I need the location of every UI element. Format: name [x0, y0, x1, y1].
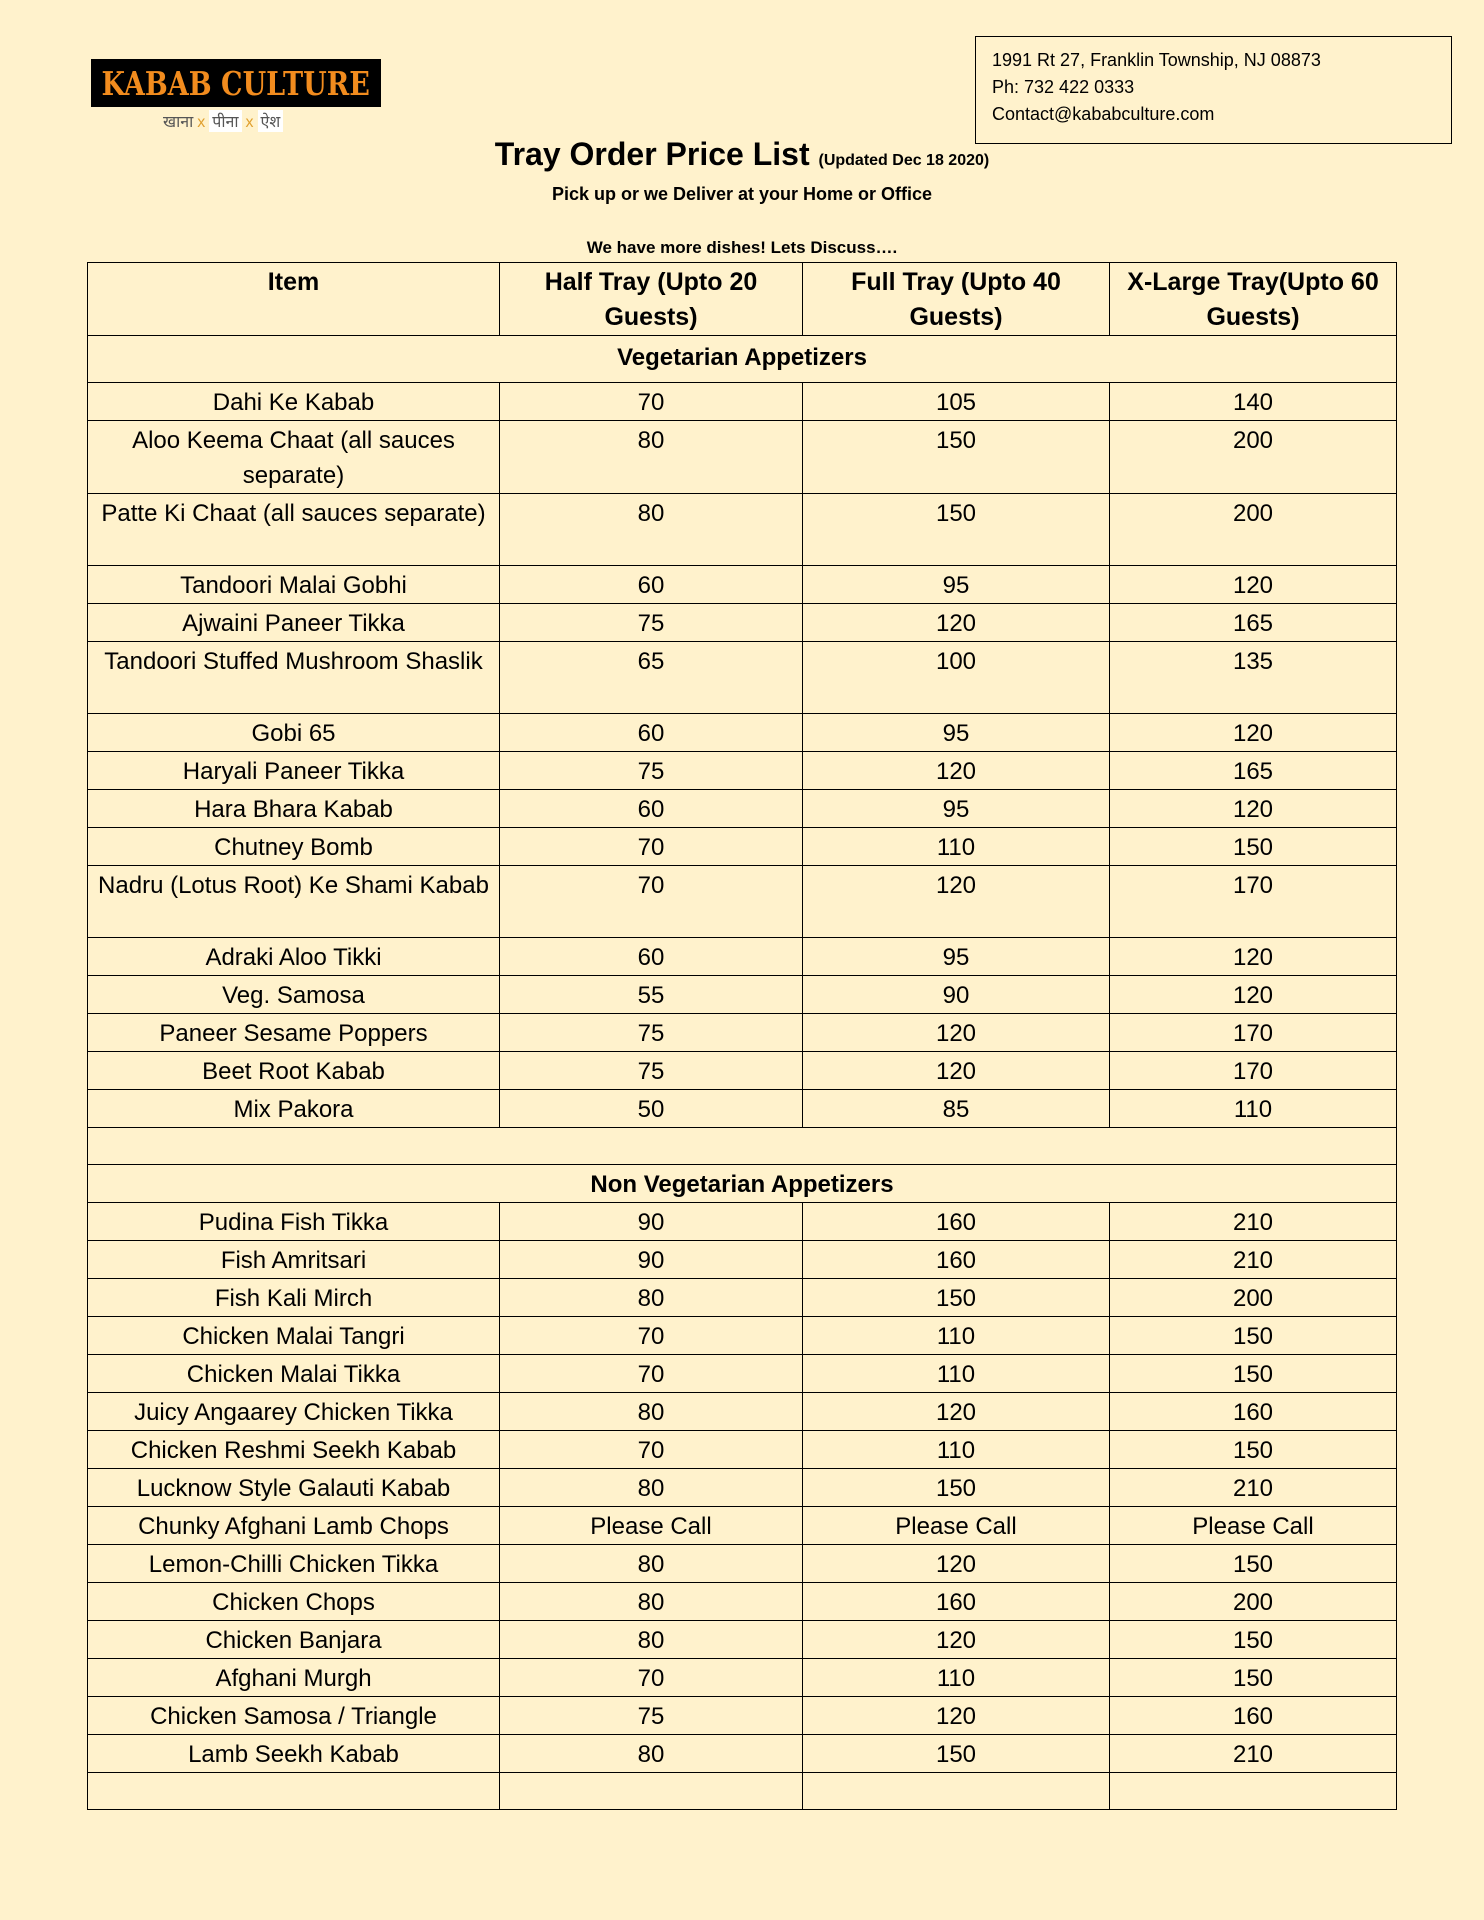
- cell-full: 110: [803, 1431, 1110, 1469]
- cell-full: 120: [803, 1014, 1110, 1052]
- table-row: [88, 976, 1397, 1014]
- cell-item: Hara Bhara Kabab: [88, 790, 500, 828]
- cell-half: 55: [500, 976, 803, 1014]
- cell-half: 70: [500, 1659, 803, 1697]
- table-row: [88, 752, 1397, 790]
- table-row: [88, 1052, 1397, 1090]
- cell-item: Lucknow Style Galauti Kabab: [88, 1469, 500, 1507]
- col-header-item: Item: [88, 263, 500, 336]
- tagline-sep: x: [197, 114, 206, 131]
- cell-item: Chicken Samosa / Triangle: [88, 1697, 500, 1735]
- cell-xl: 200: [1110, 1583, 1397, 1621]
- cell-half: 70: [500, 1355, 803, 1393]
- section-heading-nonveg: [88, 1165, 1397, 1203]
- cell-full: 95: [803, 714, 1110, 752]
- table-row: [88, 1507, 1397, 1545]
- discuss-note: We have more dishes! Lets Discuss….: [586, 238, 898, 257]
- table-row: [88, 1469, 1397, 1507]
- cell-item: Chunky Afghani Lamb Chops: [88, 1507, 500, 1545]
- tagline-word: खाना: [163, 114, 194, 131]
- cell-item: Pudina Fish Tikka: [88, 1203, 500, 1241]
- cell-item: Fish Kali Mirch: [88, 1279, 500, 1317]
- tagline-sep: x: [245, 114, 254, 131]
- cell-xl: 210: [1110, 1469, 1397, 1507]
- cell-xl: 120: [1110, 566, 1397, 604]
- cell-item: Gobi 65: [88, 714, 500, 752]
- cell-full: 160: [803, 1203, 1110, 1241]
- cell-item: Chicken Reshmi Seekh Kabab: [88, 1431, 500, 1469]
- cell-item: Chicken Malai Tikka: [88, 1355, 500, 1393]
- cell-item: Chicken Chops: [88, 1583, 500, 1621]
- cell-half: 80: [500, 1735, 803, 1773]
- table-row: [88, 383, 1397, 421]
- cell-xl: 200: [1110, 421, 1397, 494]
- cell-full: 150: [803, 1735, 1110, 1773]
- cell-half: 75: [500, 1052, 803, 1090]
- cell-item: Fish Amritsari: [88, 1241, 500, 1279]
- cell-half: 70: [500, 1431, 803, 1469]
- cell-xl: Please Call: [1110, 1507, 1397, 1545]
- table-row: [88, 1317, 1397, 1355]
- cell-item: Chicken Malai Tangri: [88, 1317, 500, 1355]
- cell-xl: 110: [1110, 1090, 1397, 1128]
- cell-item: Tandoori Malai Gobhi: [88, 566, 500, 604]
- empty-cell: [500, 1773, 803, 1810]
- empty-cell: [88, 1773, 500, 1810]
- table-row: [88, 790, 1397, 828]
- table-row: [88, 714, 1397, 752]
- table-row: [88, 1545, 1397, 1583]
- cell-half: 60: [500, 714, 803, 752]
- table-row: [88, 1621, 1397, 1659]
- cell-item: Ajwaini Paneer Tikka: [88, 604, 500, 642]
- blank-cell: [88, 1128, 1397, 1165]
- table-row: [88, 1355, 1397, 1393]
- cell-xl: 200: [1110, 1279, 1397, 1317]
- cell-half: 60: [500, 790, 803, 828]
- cell-half: 70: [500, 383, 803, 421]
- cell-xl: 150: [1110, 1431, 1397, 1469]
- cell-item: Paneer Sesame Poppers: [88, 1014, 500, 1052]
- cell-half: 70: [500, 866, 803, 938]
- cell-full: 120: [803, 1621, 1110, 1659]
- empty-cell: [803, 1773, 1110, 1810]
- cell-half: 75: [500, 1014, 803, 1052]
- cell-xl: 120: [1110, 714, 1397, 752]
- cell-xl: 160: [1110, 1697, 1397, 1735]
- cell-full: 150: [803, 421, 1110, 494]
- cell-xl: 170: [1110, 1052, 1397, 1090]
- cell-half: 80: [500, 494, 803, 566]
- table-row: [88, 421, 1397, 494]
- cell-xl: 150: [1110, 828, 1397, 866]
- contact-email: Contact@kababculture.com: [992, 104, 1215, 124]
- cell-full: 120: [803, 604, 1110, 642]
- cell-xl: 135: [1110, 642, 1397, 714]
- col-header-half: Half Tray (Upto 20 Guests): [500, 263, 803, 336]
- table-row: [88, 1241, 1397, 1279]
- cell-full: 120: [803, 1052, 1110, 1090]
- table-row: [88, 1393, 1397, 1431]
- blank-row: [88, 1128, 1397, 1165]
- cell-item: Beet Root Kabab: [88, 1052, 500, 1090]
- cell-xl: 165: [1110, 604, 1397, 642]
- cell-full: 120: [803, 752, 1110, 790]
- cell-item: Chicken Banjara: [88, 1621, 500, 1659]
- section-heading-veg: [88, 336, 1397, 383]
- contact-phone: Ph: 732 422 0333: [992, 77, 1135, 97]
- cell-item: Veg. Samosa: [88, 976, 500, 1014]
- table-row: [88, 642, 1397, 714]
- cell-full: 150: [803, 1469, 1110, 1507]
- table-row: [88, 828, 1397, 866]
- cell-item: Lamb Seekh Kabab: [88, 1735, 500, 1773]
- table-row: [88, 566, 1397, 604]
- cell-xl: 200: [1110, 494, 1397, 566]
- page-title: [0, 136, 1484, 173]
- logo-tagline: [163, 110, 283, 132]
- cell-xl: 210: [1110, 1203, 1397, 1241]
- cell-xl: 150: [1110, 1621, 1397, 1659]
- cell-item: Mix Pakora: [88, 1090, 500, 1128]
- cell-item: Haryali Paneer Tikka: [88, 752, 500, 790]
- cell-xl: 140: [1110, 383, 1397, 421]
- cell-xl: 150: [1110, 1355, 1397, 1393]
- empty-cell: [1110, 1773, 1397, 1810]
- cell-full: 110: [803, 828, 1110, 866]
- cell-full: 105: [803, 383, 1110, 421]
- cell-xl: 120: [1110, 938, 1397, 976]
- cell-xl: 150: [1110, 1545, 1397, 1583]
- cell-xl: 210: [1110, 1735, 1397, 1773]
- table-row: [88, 1431, 1397, 1469]
- cell-xl: 120: [1110, 976, 1397, 1014]
- cell-xl: 170: [1110, 866, 1397, 938]
- cell-half: 80: [500, 1621, 803, 1659]
- cell-item: Lemon-Chilli Chicken Tikka: [88, 1545, 500, 1583]
- tagline-word: ऐश: [258, 110, 284, 132]
- title-text: Tray Order Price List: [494, 136, 810, 172]
- cell-half: Please Call: [500, 1507, 803, 1545]
- table-row: [88, 1014, 1397, 1052]
- cell-full: 120: [803, 866, 1110, 938]
- cell-item: Chutney Bomb: [88, 828, 500, 866]
- col-header-xl: X-Large Tray(Upto 60 Guests): [1110, 263, 1397, 336]
- cell-half: 80: [500, 1469, 803, 1507]
- cell-full: 150: [803, 494, 1110, 566]
- cell-half: 70: [500, 1317, 803, 1355]
- cell-half: 60: [500, 938, 803, 976]
- table-row: [88, 866, 1397, 938]
- contact-box: [975, 36, 1452, 144]
- cell-full: 110: [803, 1317, 1110, 1355]
- contact-address: 1991 Rt 27, Franklin Township, NJ 08873: [992, 50, 1321, 70]
- cell-item: Patte Ki Chaat (all sauces separate): [88, 494, 500, 566]
- cell-half: 80: [500, 1393, 803, 1431]
- cell-half: 75: [500, 604, 803, 642]
- cell-half: 90: [500, 1241, 803, 1279]
- table-row: [88, 1659, 1397, 1697]
- cell-full: 95: [803, 938, 1110, 976]
- section-title: Non Vegetarian Appetizers: [88, 1165, 1397, 1203]
- cell-full: 95: [803, 566, 1110, 604]
- cell-item: Tandoori Stuffed Mushroom Shaslik: [88, 642, 500, 714]
- empty-row: [88, 1773, 1397, 1810]
- cell-item: Dahi Ke Kabab: [88, 383, 500, 421]
- cell-half: 65: [500, 642, 803, 714]
- cell-half: 80: [500, 421, 803, 494]
- cell-half: 50: [500, 1090, 803, 1128]
- page-subtitle: Pick up or we Deliver at your Home or Office: [551, 184, 933, 204]
- cell-item: Juicy Angaarey Chicken Tikka: [88, 1393, 500, 1431]
- cell-half: 75: [500, 752, 803, 790]
- cell-item: Aloo Keema Chaat (all sauces separate): [88, 421, 500, 494]
- cell-full: 110: [803, 1355, 1110, 1393]
- cell-full: Please Call: [803, 1507, 1110, 1545]
- section-title: Vegetarian Appetizers: [88, 336, 1397, 383]
- cell-half: 70: [500, 828, 803, 866]
- table-row: [88, 1090, 1397, 1128]
- cell-full: 120: [803, 1545, 1110, 1583]
- cell-half: 80: [500, 1279, 803, 1317]
- price-table: [87, 262, 1397, 1810]
- table-row: [88, 1697, 1397, 1735]
- table-row: [88, 604, 1397, 642]
- cell-item: Nadru (Lotus Root) Ke Shami Kabab: [88, 866, 500, 938]
- table-row: [88, 1583, 1397, 1621]
- cell-item: Adraki Aloo Tikki: [88, 938, 500, 976]
- cell-item: Afghani Murgh: [88, 1659, 500, 1697]
- cell-half: 80: [500, 1583, 803, 1621]
- cell-full: 90: [803, 976, 1110, 1014]
- cell-full: 95: [803, 790, 1110, 828]
- cell-xl: 170: [1110, 1014, 1397, 1052]
- cell-xl: 150: [1110, 1317, 1397, 1355]
- cell-half: 80: [500, 1545, 803, 1583]
- cell-full: 120: [803, 1697, 1110, 1735]
- logo: [91, 59, 381, 107]
- table-row: [88, 494, 1397, 566]
- cell-xl: 165: [1110, 752, 1397, 790]
- cell-xl: 160: [1110, 1393, 1397, 1431]
- updated-date: (Updated Dec 18 2020): [818, 152, 990, 169]
- table-row: [88, 1203, 1397, 1241]
- cell-full: 85: [803, 1090, 1110, 1128]
- cell-full: 120: [803, 1393, 1110, 1431]
- cell-full: 160: [803, 1583, 1110, 1621]
- cell-xl: 120: [1110, 790, 1397, 828]
- col-header-full: Full Tray (Upto 40 Guests): [803, 263, 1110, 336]
- table-row: [88, 1735, 1397, 1773]
- cell-xl: 210: [1110, 1241, 1397, 1279]
- logo-text: KABAB CULTURE: [101, 63, 371, 103]
- cell-full: 110: [803, 1659, 1110, 1697]
- tagline-word: पीना: [209, 110, 241, 132]
- cell-half: 90: [500, 1203, 803, 1241]
- cell-xl: 150: [1110, 1659, 1397, 1697]
- cell-full: 160: [803, 1241, 1110, 1279]
- table-row: [88, 1279, 1397, 1317]
- cell-full: 150: [803, 1279, 1110, 1317]
- table-row: [88, 938, 1397, 976]
- cell-full: 100: [803, 642, 1110, 714]
- cell-half: 60: [500, 566, 803, 604]
- cell-half: 75: [500, 1697, 803, 1735]
- table-header-row: [88, 263, 1397, 336]
